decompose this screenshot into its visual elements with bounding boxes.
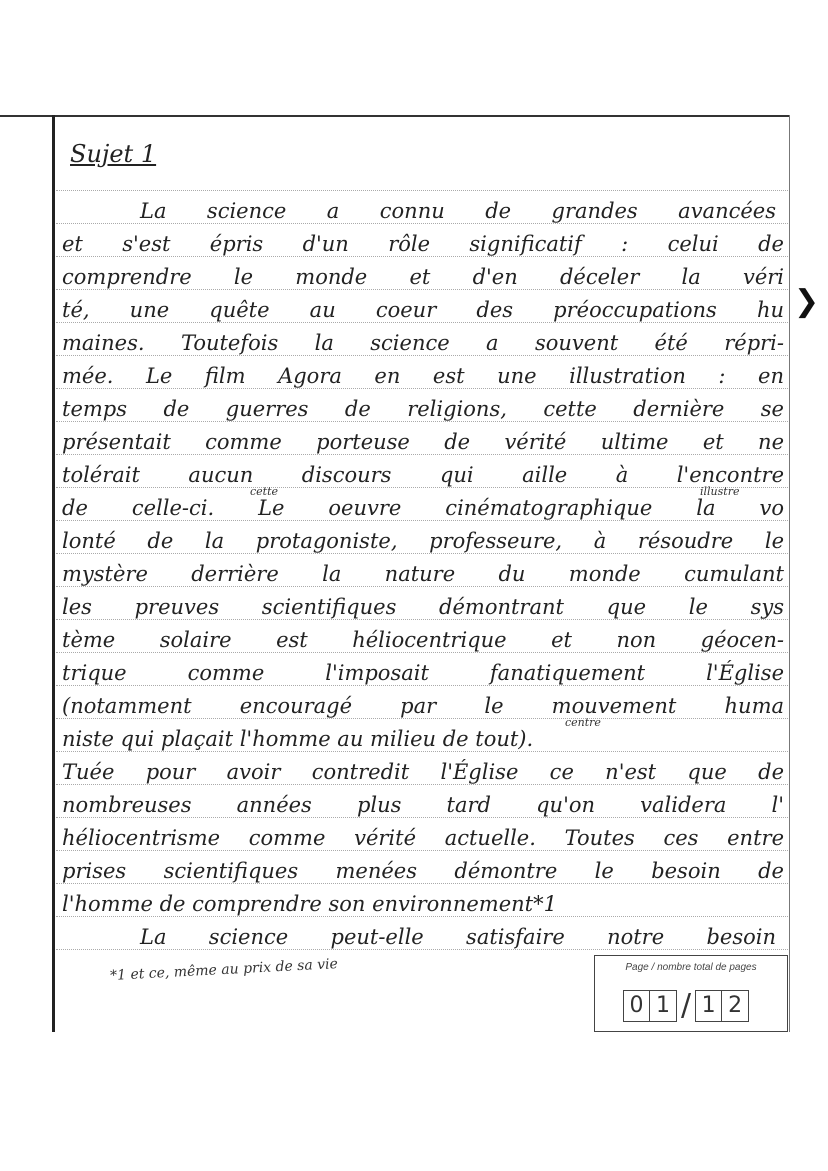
text-line: temps de guerres de religions, cette dernière se bbox=[62, 397, 784, 421]
ruled-line bbox=[56, 586, 788, 587]
page-digit: 1 bbox=[650, 990, 677, 1022]
text-line: prises scientifiques menées démontre le besoin de bbox=[62, 859, 784, 883]
text-line: Tuée pour avoir contredit l'Église ce n'est que de bbox=[62, 760, 784, 784]
page-number-label: Page / nombre total de pages bbox=[625, 962, 757, 973]
ruled-line bbox=[56, 322, 788, 323]
ruled-line bbox=[56, 784, 788, 785]
ruled-line bbox=[56, 355, 788, 356]
text-line: maines. Toutefois la science a souvent été répri- bbox=[62, 331, 784, 355]
ruled-line bbox=[56, 916, 788, 917]
ruled-line bbox=[56, 685, 788, 686]
ruled-line bbox=[56, 883, 788, 884]
subject-title: Sujet 1 bbox=[70, 140, 157, 168]
ruled-line bbox=[56, 553, 788, 554]
text-line: (notamment encouragé par le mouvement huma bbox=[62, 694, 784, 718]
ruled-line bbox=[56, 850, 788, 851]
text-line: héliocentrisme comme vérité actuelle. Toutes ces entre bbox=[62, 826, 784, 850]
ruled-line bbox=[56, 751, 788, 752]
text-line: les preuves scientifiques démontrant que le sys bbox=[62, 595, 784, 619]
page-top-border bbox=[0, 115, 790, 117]
page-number-box bbox=[594, 955, 788, 1032]
ruled-line bbox=[56, 421, 788, 422]
ruled-line bbox=[56, 718, 788, 719]
page-separator: / bbox=[681, 988, 692, 1023]
insertion-cette: cette bbox=[250, 485, 279, 498]
ruled-line bbox=[56, 223, 788, 224]
text-line: comprendre le monde et d'en déceler la véri bbox=[62, 265, 784, 289]
text-line: de celle-ci. Le oeuvre cinématographique la vo bbox=[62, 496, 784, 520]
ruled-line bbox=[56, 190, 788, 191]
ruled-line bbox=[56, 520, 788, 521]
total-digit: 1 bbox=[695, 990, 722, 1022]
page-right-border bbox=[789, 115, 790, 1032]
text-line: La science peut-elle satisfaire notre besoin bbox=[140, 925, 776, 949]
text-line: La science a connu de grandes avancées bbox=[140, 199, 776, 223]
text-line: l'homme de comprendre son environnement*1 bbox=[62, 892, 557, 916]
ruled-line bbox=[56, 619, 788, 620]
page-digit: 0 bbox=[623, 990, 650, 1022]
text-line: niste qui plaçait l'homme au milieu de tout). bbox=[62, 727, 534, 751]
ruled-line bbox=[56, 256, 788, 257]
ruled-line bbox=[56, 652, 788, 653]
text-line: tolérait aucun discours qui aille à l'encontre bbox=[62, 463, 784, 487]
text-line: trique comme l'imposait fanatiquement l'Église bbox=[62, 661, 784, 685]
footnote: *1 et ce, même au prix de sa vie bbox=[109, 956, 339, 984]
page-margin-line bbox=[52, 115, 55, 1032]
ruled-line bbox=[56, 949, 788, 950]
text-line: nombreuses années plus tard qu'on validera l' bbox=[62, 793, 784, 817]
insertion-centre: centre bbox=[565, 716, 601, 729]
chevron-right-icon[interactable]: ❯ bbox=[794, 284, 820, 319]
insertion-illustre: illustre bbox=[700, 485, 740, 498]
text-line: té, une quête au coeur des préoccupations hu bbox=[62, 298, 784, 322]
text-line: tème solaire est héliocentrique et non géocen- bbox=[62, 628, 784, 652]
text-line: et s'est épris d'un rôle significatif : celui de bbox=[62, 232, 784, 256]
ruled-line bbox=[56, 487, 788, 488]
text-line: lonté de la protagoniste, professeure, à résoudre le bbox=[62, 529, 784, 553]
ruled-line bbox=[56, 289, 788, 290]
text-line: présentait comme porteuse de vérité ultime et ne bbox=[62, 430, 784, 454]
text-line: mée. Le film Agora en est une illustration : en bbox=[62, 364, 784, 388]
ruled-line bbox=[56, 817, 788, 818]
text-line: mystère derrière la nature du monde cumulant bbox=[62, 562, 784, 586]
ruled-line bbox=[56, 388, 788, 389]
ruled-line bbox=[56, 454, 788, 455]
total-digit: 2 bbox=[722, 990, 749, 1022]
